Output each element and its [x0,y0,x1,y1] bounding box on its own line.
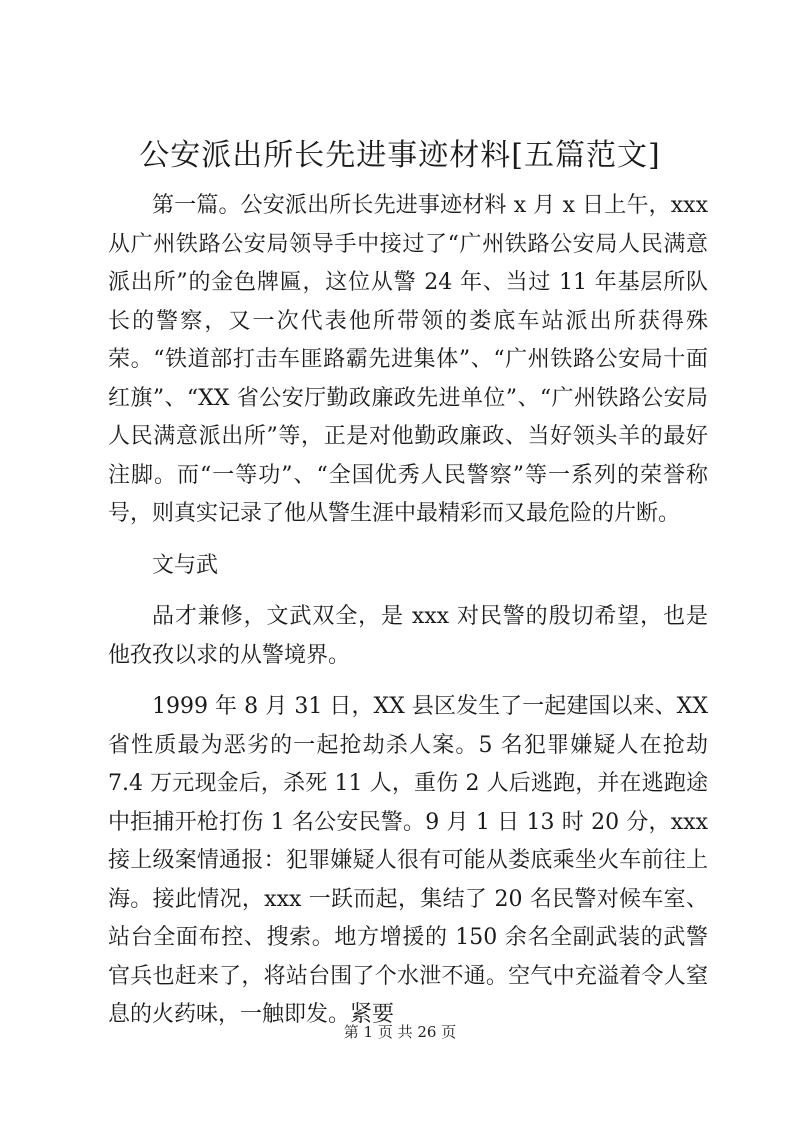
document-body [108,187,708,1035]
section-heading: 文与武 [152,552,219,578]
document-title: 公安派出所长先进事迹材料[五篇范文] [139,138,661,173]
paragraph: 品才兼修，文武双全，是 xxx 对民警的殷切希望，也是他孜孜以求的从警境界。 [108,604,708,668]
paragraph: 1999 年 8 月 31 日，XX 县区发生了一起建国以来、XX 省性质最为恶劣的一起抢劫杀人案。5 名犯罪嫌疑人在抢劫 7.4 万元现金后，杀死 11 人，重伤 2 人后逃跑，并在逃跑途中拒捕开枪打伤 1 名公安民警。9 月 1 日 13 时 20 分，xxx 接上级案情通报：犯罪嫌疑人很有可能从娄底乘坐火车前往上海。接此情况，xxx 一跃而起，集结了 20 名民警对候车室、站台全面布控、搜索。地方增援的 150 余名全副武装的武警官兵也赶来了，将站台围了个水泄不通。空气中充溢着令人窒息的火药味，一触即发。紧要 [108,694,708,1027]
page-number: 第 1 页 共 26 页 [343,1023,457,1041]
paragraph-intro: 第一篇。公安派出所长先进事迹材料 x 月 x 日上午，xxx 从广州铁路公安局领导手中接过了“广州铁路公安局人民满意派出所”的金色牌匾，这位从警 24 年、当过 11 年基层所队长的警察，又一次代表他所带领的娄底车站派出所获得殊荣。“铁道部打击车匪路霸先进集体”、“广州铁路公安局十面红旗”、“XX 省公安厅勤政廉政先进单位”、“广州铁路公安局人民满意派出所”等，正是对他勤政廉政、当好领头羊的最好注脚。而“一等功”、“全国优秀人民警察”等一系列的荣誉称号，则真实记录了他从警生涯中最精彩而又最危险的片断。 [108,193,708,526]
